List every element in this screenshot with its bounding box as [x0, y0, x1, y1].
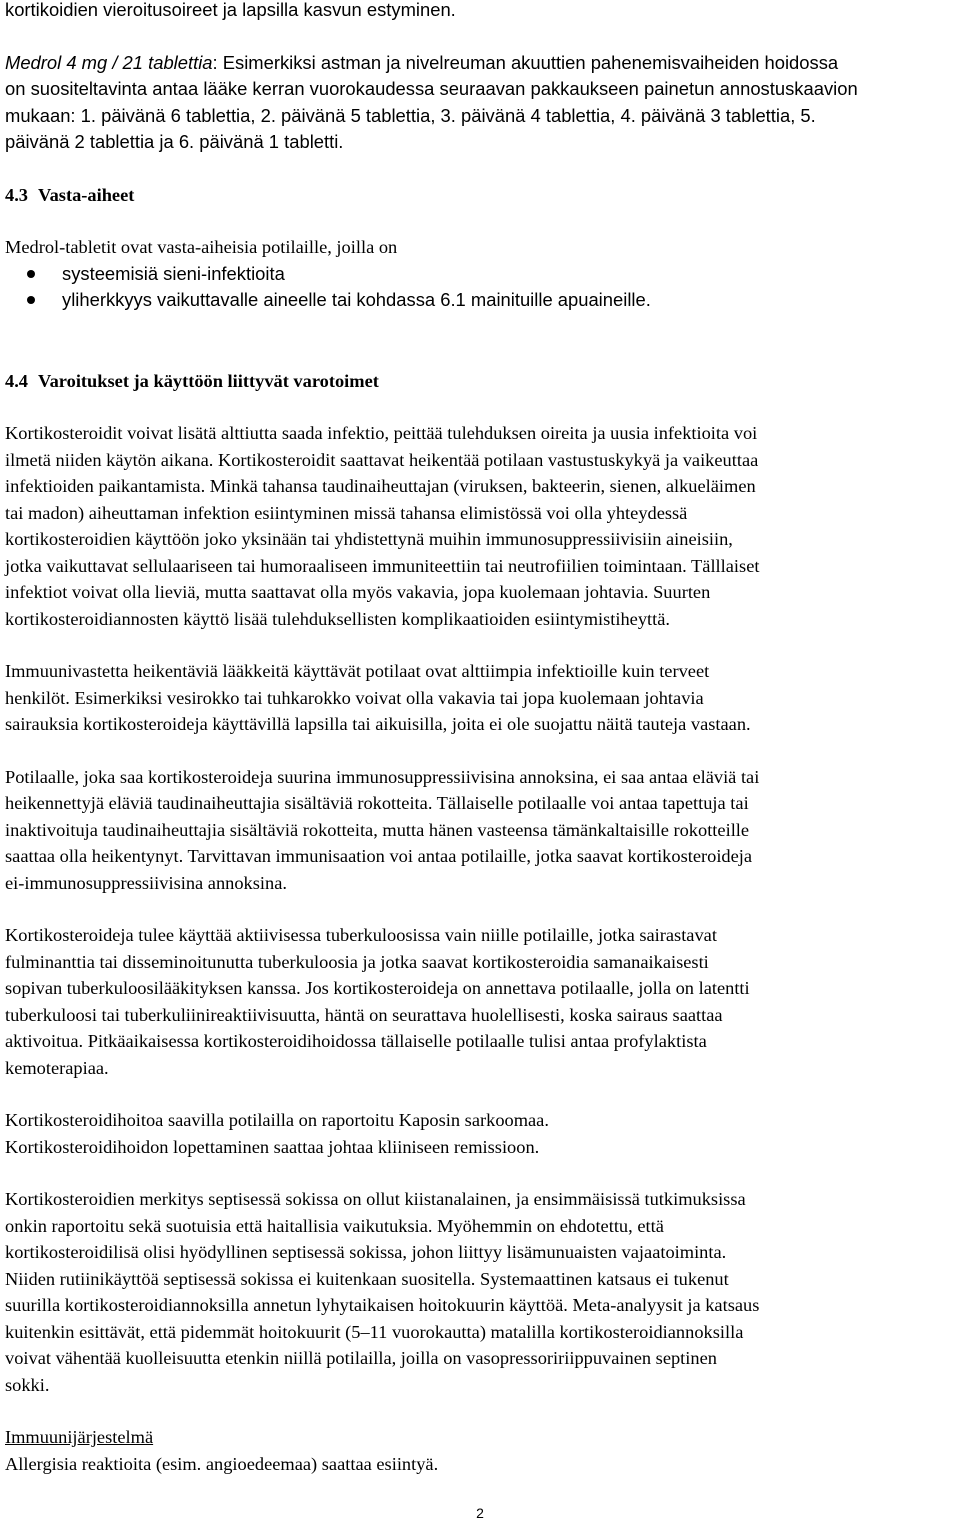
section-title: Varoitukset ja käyttöön liittyvät varotoimet	[38, 370, 379, 391]
medrol-label: Medrol 4 mg / 21 tablettia	[5, 51, 213, 73]
list-item: yliherkkyys vaikuttavalle aineelle tai kohdassa 6.1 mainituille apuaineille.	[5, 287, 953, 314]
paragraph-tuberculosis: Kortikosteroideja tulee käyttää aktiivisessa tuberkuloosissa vain niille potilaille, jotka sairastavat fulminanttia tai disseminoitunutta tuberkuloosia ja jotka saavat kortikosteroidia samanaikaisesti sopivan tuberkuloosilääkityksen kanssa. Jos kortikosteroideja on annettava potilaalle, jolla on latentti tuberkuloosi tai tuberkuliinireaktiivisuutta, häntä on seurattava huolellisesti, koska sairaus saattaa aktivoitua. Pitkäaikaisessa kortikosteroidihoidossa tällaiselle potilaalle tulisi antaa profylaktista kemoterapiaa.	[5, 925, 750, 1078]
section-title: Vasta-aiheet	[38, 184, 135, 205]
medrol-line-3: mukaan: 1. päivänä 6 tablettia, 2. päivänä 5 tablettia, 3. päivänä 4 tablettia, 4. päivänä 3 tablettia, 5.	[5, 104, 816, 126]
medrol-line-4: päivänä 2 tablettia ja 6. päivänä 1 tabletti.	[5, 131, 344, 152]
bullet-icon	[27, 270, 35, 278]
section-heading-4-3	[5, 182, 953, 209]
paragraph-vaccination: Potilaalle, joka saa kortikosteroideja suurina immunosuppressiivisina annoksina, ei saa antaa eläviä tai heikennettyjä eläviä taudinaiheuttajia sisältäviä rokotteita. Tällaiselle potilaalle voi antaa tapettuja tai inaktivoituja taudinaiheuttajia sisältäviä rokotteita, mutta hänen vasteensa tämänkaltaisille rokotteille saattaa olla heikentynyt. Tarvittavan immunisaation voi antaa potilaille, jotka saavat kortikosteroideja ei-immunosuppressiivisina annoksina.	[5, 766, 760, 893]
medrol-dosage-paragraph	[5, 50, 953, 156]
intro-line: kortikoidien vieroitusoireet ja lapsilla kasvun estyminen.	[5, 0, 456, 20]
document-page	[5, 0, 953, 1477]
medrol-line-2: on suositeltavinta antaa lääke kerran vuorokaudessa seuraavan pakkaukseen painetun annostuskaavion	[5, 78, 858, 99]
section-number: 4.4	[5, 370, 28, 391]
paragraph-immunosuppression: Immuunivastetta heikentäviä lääkkeitä käyttävät potilaat ovat alttiimpia infektioille kuin terveet henkilöt. Esimerkiksi vesirokko tai tuhkarokko voivat olla vakavia tai jopa kuolemaan johtavia sairauksia kortikosteroideja käyttävillä lapsilla tai aikuisilla, joita ei ole suojattu näitä tauteja vastaan.	[5, 661, 751, 734]
immune-system-subheading: Immuunijärjestelmä	[5, 1427, 154, 1447]
list-item: systeemisiä sieni-infektioita	[5, 261, 953, 288]
contraindications-list	[5, 261, 953, 314]
contraindications-intro: Medrol-tabletit ovat vasta-aiheisia potilaille, joilla on	[5, 237, 398, 257]
section-number: 4.3	[5, 184, 28, 205]
bullet-icon	[27, 296, 35, 304]
section-heading-4-4	[5, 368, 953, 395]
paragraph-kaposi: Kortikosteroidihoitoa saavilla potilailla on raportoitu Kaposin sarkoomaa. Kortikosteroidihoidon lopettaminen saattaa johtaa kliiniseen remissioon.	[5, 1110, 549, 1157]
page-number: 2	[476, 1505, 484, 1521]
medrol-line-1: : Esimerkiksi astman ja nivelreuman akuuttien pahenemisvaiheiden hoidossa	[212, 51, 839, 73]
allergy-line: Allergisia reaktioita (esim. angioedeemaa) saattaa esiintyä.	[5, 1453, 439, 1474]
paragraph-infection-risk: Kortikosteroidit voivat lisätä alttiutta saada infektio, peittää tulehduksen oireita ja uusia infektioita voi ilmetä niiden käytön aikana. Kortikosteroidit saattavat heikentää potilaan vastustuskykyä ja vaikeuttaa infektioiden paikantamista. Minkä tahansa taudinaiheuttajan (viruksen, bakteerin, sienen, alkueläimen tai madon) aiheuttaman infektion esiintyminen missä tahansa elimistössä voi olla yhteydessä kortikosteroidien käyttöön joko yksinään tai yhdistettynä muihin immunosuppressiivisiin aineisiin, jotka vaikuttavat sellulaariseen tai humoraaliseen immuniteettiin tai neutrofiilien toimintaan. Tälllaiset infektiot voivat olla lieviä, mutta saattavat olla myös vakavia, jopa kuolemaan johtavia. Suurten kortikosteroidiannosten käyttö lisää tulehduksellisten komplikaatioiden esiintymistiheyttä.	[5, 423, 760, 629]
paragraph-septic-shock: Kortikosteroidien merkitys septisessä sokissa on ollut kiistanalainen, ja ensimmäisissä tutkimuksissa onkin raportoitu sekä suotuisia että haitallisia vaikutuksia. Myöhemmin on ehdotettu, että kortikosteroidilisä olisi hyödyllinen septisessä sokissa, johon liittyy lisämunuaisten vajaatoiminta. Niiden rutiinikäyttöä septisessä sokissa ei kuitenkaan suositella. Systemaattinen katsaus ei tukenut suurilla kortikosteroidiannoksilla annetun lyhytaikaisen hoitokuurin käyttöä. Meta-analyysit ja katsaus kuitenkin esittävät, että pidemmät hoitokuurit (5–11 vuorokautta) matalilla kortikosteroidiannoksilla voivat vähentää kuolleisuutta etenkin niillä potilailla, joilla on vasopressoririippuvainen septinen sokki.	[5, 1189, 760, 1395]
